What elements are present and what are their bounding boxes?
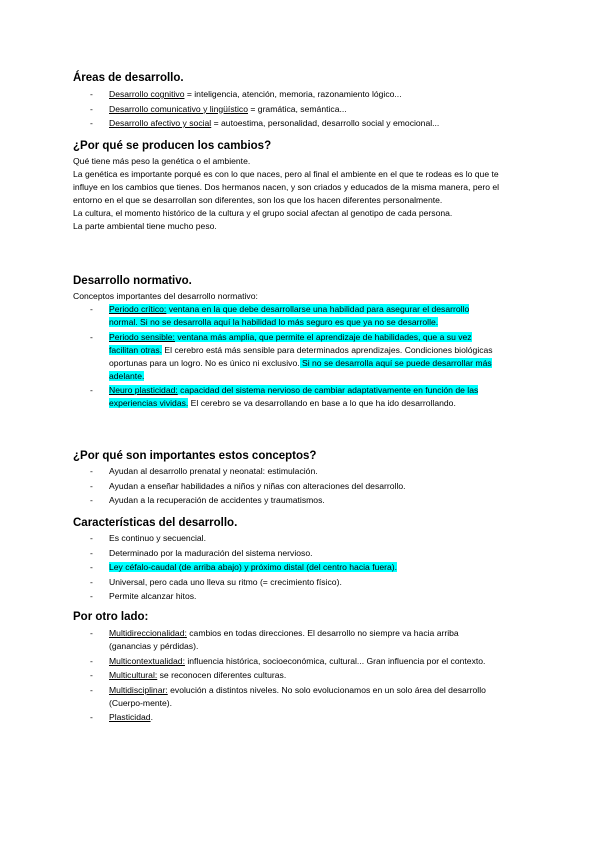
normativo-list (0, 303, 600, 412)
heading-otro-lado: Por otro lado: (73, 611, 149, 623)
caracteristicas-list (0, 532, 600, 605)
bullet-dash: - (90, 533, 93, 543)
definition: se reconocen diferentes culturas. (157, 670, 287, 681)
list-item (0, 576, 494, 589)
term: Desarrollo comunicativo y lingüístico (109, 103, 248, 114)
heading-cambios: ¿Por qué se producen los cambios? (73, 140, 272, 152)
list-item (0, 103, 494, 116)
list-item (0, 711, 494, 724)
list-item (0, 303, 494, 329)
definition: El cerebro se va desarrollando en base a lo que ha ido desarrollando. (188, 398, 456, 409)
definition: = autoestima, personalidad, desarrollo social y emocional... (211, 118, 440, 129)
bullet-dash: - (90, 466, 93, 476)
bullet-dash: - (90, 562, 93, 573)
paragraph: La genética es importante porqué es con lo que naces, pero al final el ambiente en el que te rodeas es lo que te influye en los cambios que tienes. Dos hermanos nacen, y son criados y educados de la misma manera, pero el entorno en el que se desarrollan son diferentes, son los que los hacen diferentes personalmente. (73, 169, 500, 205)
bullet-dash: - (90, 495, 93, 506)
term: Neuro plasticidad: (109, 385, 178, 396)
list-item (0, 627, 494, 653)
bullet-dash: - (90, 712, 93, 723)
paragraph: La cultura, el momento histórico de la cultura y el grupo social afectan al genotipo de cada persona. (73, 208, 453, 218)
bullet-dash: - (90, 684, 93, 695)
list-item (0, 117, 494, 130)
term: Multidireccionalidad: (109, 628, 187, 638)
bullet-dash: - (90, 480, 93, 491)
item-text: Ayudan al desarrollo prenatal y neonatal: estimulación. (109, 466, 318, 476)
normativo-intro: Conceptos importantes del desarrollo normativo: (73, 291, 258, 301)
list-item (0, 88, 494, 101)
list-item (0, 331, 494, 383)
definition: ventana más amplia, que permite el aprendizaje de habilidades, que a su vez facilitan otras. (109, 331, 472, 355)
highlighted-text (109, 304, 469, 327)
term: Multicultural: (109, 670, 158, 681)
heading-areas: Áreas de desarrollo. (73, 72, 184, 84)
areas-list (0, 88, 600, 132)
cambios-text (73, 155, 523, 233)
item-text: Permite alcanzar hitos. (109, 591, 197, 602)
term: Desarrollo cognitivo (109, 89, 185, 99)
bullet-dash: - (90, 576, 93, 587)
bullet-dash: - (90, 103, 93, 114)
item-text: Ayudan a enseñar habilidades a niños y niñas con alteraciones del desarrollo. (109, 480, 406, 491)
highlighted-text: Ley céfalo-caudal (de arriba abajo) y próximo distal (del centro hacia fuera). (109, 562, 398, 573)
paragraph: La parte ambiental tiene mucho peso. (73, 221, 217, 231)
list-item (0, 465, 494, 478)
definition: . (150, 712, 153, 723)
definition: influencia histórica, socioeconómica, cultural... Gran influencia por el contexto. (184, 655, 486, 666)
heading-caracteristicas: Características del desarrollo. (73, 517, 238, 529)
bullet-dash: - (90, 628, 93, 638)
bullet-dash: - (90, 118, 93, 129)
otro-list (0, 627, 600, 726)
definition: = gramática, semántica... (248, 103, 347, 114)
highlighted-text: Si no se desarrolla aquí se puede desarrollar más adelante. (109, 357, 492, 381)
item-text: Ayudan a la recuperación de accidentes y traumatismos. (109, 495, 325, 506)
list-item (0, 532, 494, 545)
bullet-dash: - (90, 591, 93, 602)
list-item (0, 561, 494, 574)
list-item (0, 590, 494, 603)
term: Multicontextualidad: (109, 655, 185, 666)
term: Periodo crítico: (109, 304, 167, 314)
bullet-dash: - (90, 385, 93, 396)
definition: ventana en la que debe desarrollarse una habilidad para asegurar el desarrollo normal. Si no se desarrolla aquí la habilidad lo más seguro es que ya no se desarrolle. (109, 304, 470, 327)
importantes-list (0, 465, 600, 509)
bullet-dash: - (90, 89, 93, 99)
term: Desarrollo afectivo y social (109, 118, 212, 129)
heading-importantes: ¿Por qué son importantes estos conceptos? (73, 450, 317, 462)
bullet-dash: - (90, 304, 93, 314)
list-item (0, 684, 494, 710)
definition: capacidad del sistema nervioso de cambiar adaptativamente en función de las experiencias vividas. (109, 385, 479, 409)
item-text: Universal, pero cada uno lleva su ritmo (= crecimiento físico). (109, 576, 342, 587)
list-item (0, 494, 494, 507)
definition: = inteligencia, atención, memoria, razonamiento lógico... (184, 89, 402, 99)
definition: El cerebro está más sensible para determinados aprendizajes. Condiciones biológicas oportunas para un logro. No es único ni exclusivo. (109, 344, 493, 368)
bullet-dash: - (90, 655, 93, 666)
list-item (0, 669, 494, 682)
heading-normativo: Desarrollo normativo. (73, 275, 192, 287)
paragraph: Qué tiene más peso la genética o el ambiente. (73, 156, 251, 166)
list-item (0, 655, 494, 668)
definition: cambios en todas direcciones. El desarrollo no siempre va hacia arriba (ganancias y pérdidas). (109, 628, 459, 651)
bullet-dash: - (90, 547, 93, 558)
bullet-dash: - (90, 670, 93, 681)
definition: evolución a distintos niveles. No solo evolucionamos en un solo área del desarrollo (Cuerpo-mente). (109, 684, 486, 708)
item-text: Determinado por la maduración del sistema nervioso. (109, 547, 313, 558)
term: Plasticidad (109, 712, 151, 723)
list-item (0, 384, 494, 410)
list-item (0, 480, 494, 493)
list-item (0, 547, 494, 560)
term: Multidisciplinar: (109, 684, 168, 695)
term: Periodo sensible: (109, 331, 175, 342)
item-text: Es continuo y secuencial. (109, 533, 206, 543)
bullet-dash: - (90, 331, 93, 342)
